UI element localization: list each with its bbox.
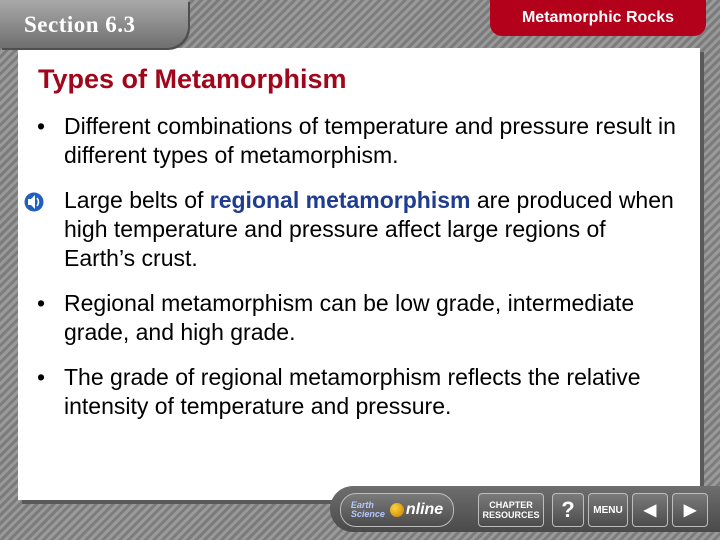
slide-panel (18, 48, 700, 500)
next-button[interactable] (672, 493, 708, 527)
chapter-resources-button[interactable] (478, 493, 544, 527)
globe-icon (390, 503, 404, 517)
section-tab (0, 0, 188, 48)
help-button[interactable]: ? (552, 493, 584, 527)
bullet-item-2 (30, 186, 680, 273)
previous-button[interactable] (632, 493, 668, 527)
bullet-dot: • (36, 364, 46, 390)
topic-label: Metamorphic Rocks (490, 0, 706, 36)
bullet-list (30, 112, 680, 437)
bullet-text: Regional metamorphism can be low grade, intermediate grade, and high grade. (64, 290, 635, 345)
bullet-dot: • (36, 113, 46, 139)
bullet-text-after: are produced when high temperature and pressure affect large regions of Earth’s crust. (64, 187, 674, 271)
bullet-dot: • (36, 290, 46, 316)
bullet-item-1 (30, 112, 680, 170)
arrow-right-icon: ▶ (683, 502, 697, 519)
online-label: nline (405, 501, 444, 518)
section-title: Section 6.3 (24, 12, 136, 37)
earth-science-label: Earth Science (350, 500, 385, 519)
bullet-text-before: Large belts of (64, 187, 210, 213)
bullet-item-3 (30, 289, 680, 347)
keyword-regional-metamorphism: regional metamorphism (209, 187, 471, 213)
earth-science-online-button[interactable] (340, 493, 454, 527)
bullet-text: The grade of regional metamorphism reflects the relative intensity of temperature and pressure. (64, 364, 641, 419)
arrow-left-icon: ◀ (643, 502, 657, 519)
navigation-toolbar (330, 486, 720, 532)
menu-button[interactable]: MENU (588, 493, 628, 527)
bullet-text: Different combinations of temperature and pressure result in different types of metamorphism. (64, 113, 676, 168)
bullet-item-4 (30, 363, 680, 421)
speaker-icon[interactable] (24, 192, 48, 212)
slide-title: Types of Metamorphism (38, 64, 347, 94)
chapter-resources-label: CHAPTER RESOURCES (482, 500, 540, 520)
